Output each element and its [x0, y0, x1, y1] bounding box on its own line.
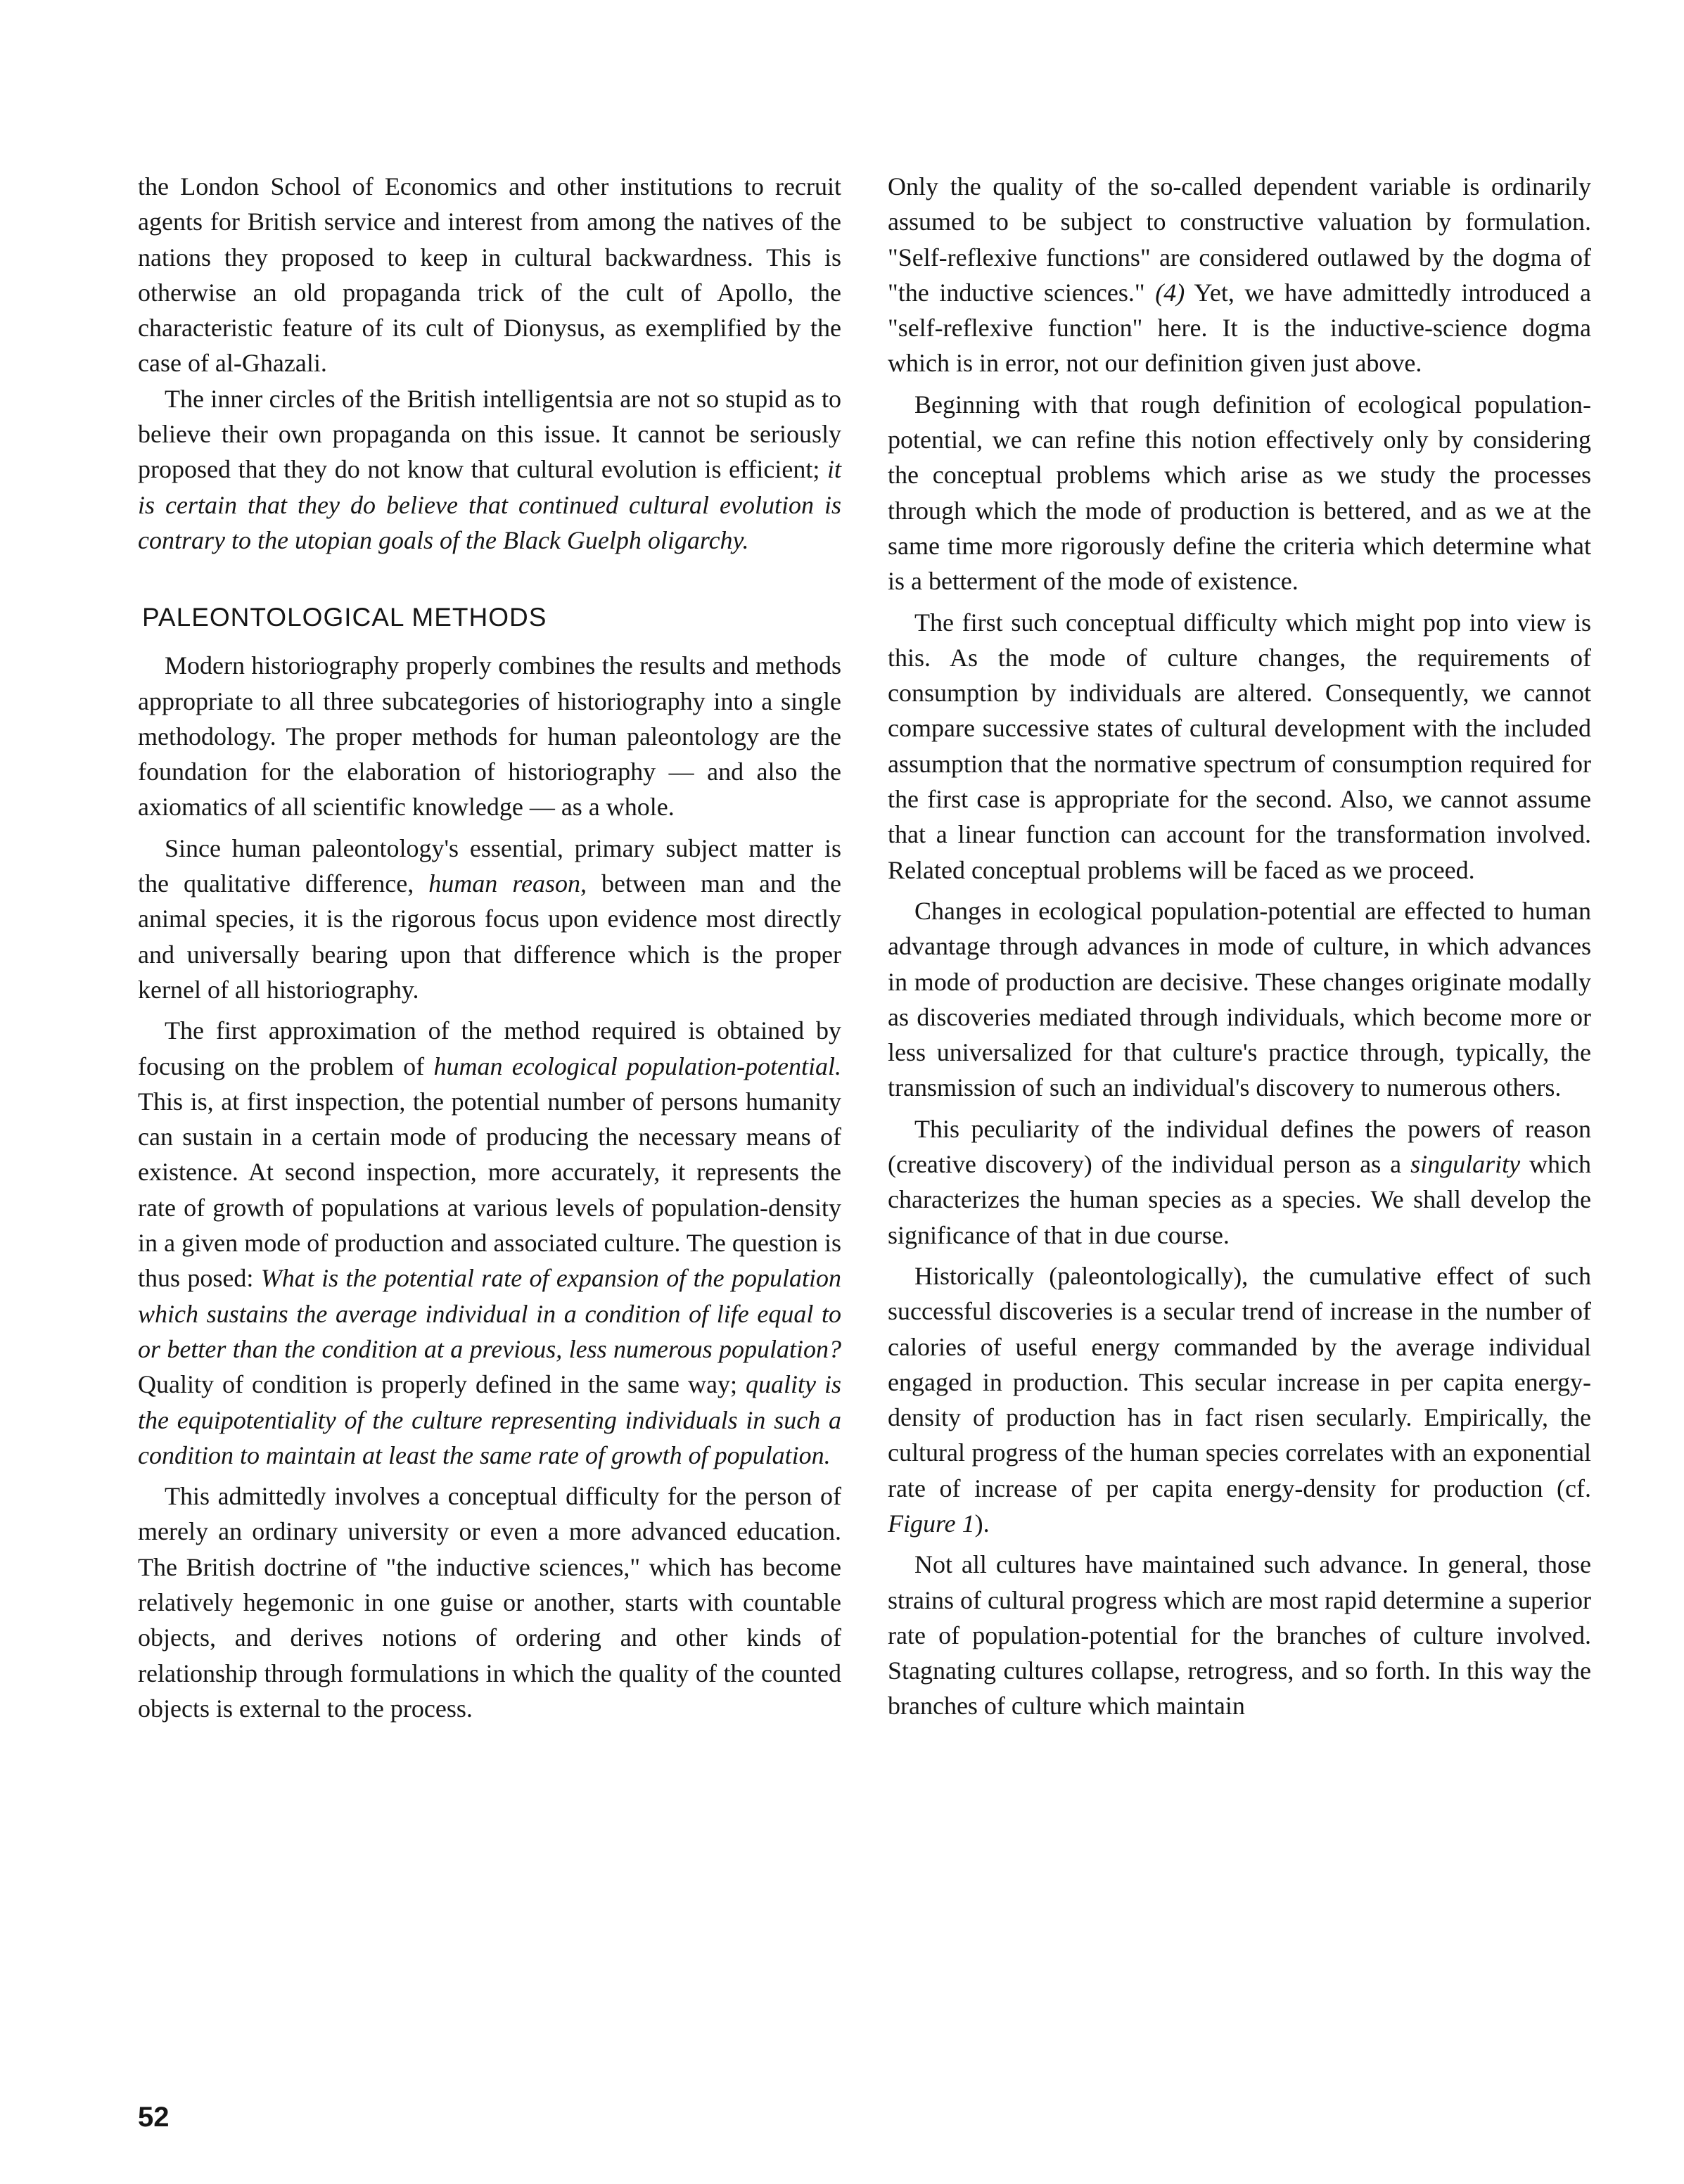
left-paragraph-5-italic-1: human ecological population-potential. — [433, 1052, 842, 1080]
left-paragraph-6-text: This admittedly involves a conceptual difficulty for the person of merely an ordinary university or even a more advanced education. The British doctrine of "the inductive sciences," which has become relatively hegemonic in one guise or another, starts with countable objects, and derives notions of ordering and other kinds of relationship through formulations in which the quality of the counted objects is external to the process. — [138, 1482, 841, 1723]
left-paragraph-4-italic: human reason, — [428, 869, 587, 898]
right-paragraph-1 — [888, 169, 1591, 381]
left-paragraph-5-text-b: This is, at first inspection, the potential number of persons humanity can sustain in a certain mode of producing the necessary means of existence. At second inspection, more accurately, it represents the rate of growth of populations at various levels of population-density in a given mode of production and associated culture. The question is thus posed: — [138, 1087, 841, 1293]
section-heading: PALEONTOLOGICAL METHODS — [142, 603, 547, 632]
right-paragraph-4 — [888, 893, 1591, 1106]
right-paragraph-6-text-b: ). — [974, 1509, 990, 1538]
right-paragraph-2 — [888, 387, 1591, 599]
left-paragraph-1-text: the London School of Economics and other institutions to recruit agents for British service and interest from among the natives of the nations they proposed to keep in cultural backwardness. This is otherwise an old propaganda trick of the cult of Apollo, the characteristic feature of its cult of Dionysus, as exemplified by the case of al-Ghazali. — [138, 172, 841, 378]
page-number: 52 — [138, 2102, 170, 2133]
left-column — [138, 169, 841, 1726]
left-paragraph-1 — [138, 169, 841, 381]
left-paragraph-3 — [138, 648, 841, 824]
right-paragraph-5-text-b: which characterizes the human species as a species. We shall develop the significance of that in due course. — [888, 1150, 1591, 1249]
right-paragraph-1-text-b: Yet, we have admittedly introduced a "self-reflexive function" here. It is the inductive-science dogma which is in error, not our definition given just above. — [888, 278, 1591, 378]
left-paragraph-4-text-b: between man and the animal species, it is the rigorous focus upon evidence most directly and universally bearing upon that difference which is the proper kernel of all historiography. — [138, 869, 842, 1004]
right-column — [888, 169, 1591, 1724]
right-paragraph-4-text: Changes in ecological population-potential are effected to human advantage through advances in mode of culture, in which advances in mode of production are decisive. These changes originate modally as discoveries mediated through individuals, which become more or less universalized for that culture's practice through, typically, the transmission of such an individual's discovery to numerous others. — [888, 896, 1591, 1102]
left-paragraph-3-text: Modern historiography properly combines the results and methods appropriate to all three subcategories of historiography into a single methodology. The proper methods for human paleontology are the foundation for the elaboration of historiography — and also the axiomatics of all scientific knowledge — as a whole. — [138, 651, 841, 822]
right-paragraph-5 — [888, 1111, 1591, 1253]
right-paragraph-3 — [888, 605, 1591, 888]
left-paragraph-4 — [138, 831, 841, 1007]
left-paragraph-4-text-a: Since human paleontology's essential, primary subject matter is the qualitative difference, — [138, 834, 841, 898]
right-paragraph-6-text-a: Historically (paleontologically), the cumulative effect of such successful discoveries is a secular trend of increase in the number of calories of useful energy commanded by the average individual engaged in production. This secular increase in per capita energy-density of production has in fact risen secularly. Empirically, the cultural progress of the human species correlates with an exponential rate of increase of per capita energy-density for production (cf. — [888, 1261, 1591, 1502]
right-paragraph-5-text-a: This peculiarity of the individual defines the powers of reason (creative discovery) of the individual person as a — [888, 1114, 1591, 1179]
right-paragraph-5-italic: singularity — [1410, 1150, 1521, 1179]
left-paragraph-5 — [138, 1013, 841, 1473]
right-paragraph-3-text: The first such conceptual difficulty which might pop into view is this. As the mode of culture changes, the requirements of consumption by individuals are altered. Consequently, we cannot compare successive states of cultural development with the included assumption that the normative spectrum of consumption required for the first case is appropriate for the second. Also, we cannot assume that a linear function can account for the transformation involved. Related conceptual problems will be faced as we proceed. — [888, 608, 1591, 884]
right-paragraph-6 — [888, 1258, 1591, 1541]
left-paragraph-5-italic-2: What is the potential rate of expansion of the population which sustains the average individual in a condition of life equal to or better than the condition at a previous, less numerous population? — [138, 1264, 841, 1363]
right-paragraph-1-text-a: Only the quality of the so-called dependent variable is ordinarily assumed to be subject to constructive valuation by formulation. "Self-reflexive functions" are considered outlawed by the dogma of "the inductive sciences." — [888, 172, 1591, 307]
footnote-reference: (4) — [1155, 278, 1185, 307]
left-paragraph-2-text: The inner circles of the British intelligentsia are not so stupid as to believe their own propaganda on this issue. It cannot be seriously proposed that they do not know that cultural evolution is efficient; — [138, 384, 841, 484]
right-paragraph-7 — [888, 1547, 1591, 1723]
left-paragraph-5-text-c: Quality of condition is properly defined in the same way; — [138, 1370, 746, 1399]
figure-reference: Figure 1 — [888, 1509, 975, 1538]
left-paragraph-2 — [138, 381, 841, 558]
left-paragraph-2-italic: it is certain that they do believe that continued cultural evolution is contrary to the utopian goals of the Black Guelph oligarchy. — [138, 455, 841, 554]
left-paragraph-6 — [138, 1479, 841, 1726]
right-paragraph-2-text: Beginning with that rough definition of ecological population-potential, we can refine this notion effectively only by considering the conceptual problems which arise as we study the processes through which the mode of production is bettered, and as we at the same time more rigorously define the criteria which determine what is a betterment of the mode of existence. — [888, 390, 1591, 596]
left-paragraph-5-italic-3: quality is the equipotentiality of the culture representing individuals in such a condition to maintain at least the same rate of growth of population. — [138, 1370, 841, 1469]
left-paragraph-5-text-a: The first approximation of the method required is obtained by focusing on the problem of — [138, 1016, 841, 1080]
right-paragraph-7-text: Not all cultures have maintained such advance. In general, those strains of cultural progress which are most rapid determine a superior rate of population-potential for the branches of culture involved. Stagnating cultures collapse, retrogress, and so forth. In this way the branches of culture which maintain — [888, 1550, 1591, 1720]
